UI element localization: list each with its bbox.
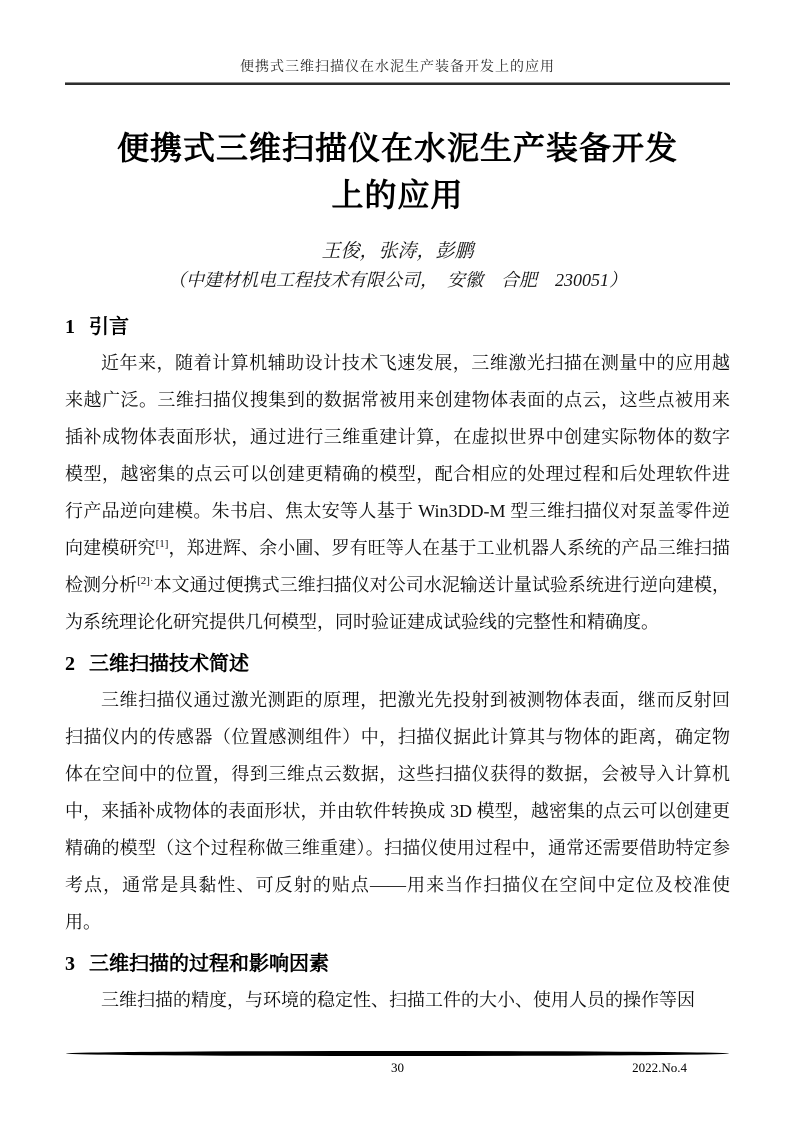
article-title-line-1: 便携式三维扫描仪在水泥生产装备开发: [116, 130, 678, 166]
citation-ref-1: [1]: [155, 538, 169, 550]
header-rule: [65, 82, 730, 85]
section-title: 三维扫描的过程和影响因素: [89, 953, 329, 975]
page-number: 30: [391, 1060, 404, 1075]
affiliation: （中建材机电工程技术有限公司， 安徽 合肥 230051）: [168, 270, 627, 290]
authors: 王俊，张涛，彭鹏: [321, 241, 474, 262]
section-number: 2: [65, 653, 75, 675]
section-process-factors: [65, 950, 730, 1019]
paragraph-text: 本文通过便携式三维扫描仪对公司水泥输送计量试验系统进行逆向建模，为系统理论化研究提供几何模型，同时验证建成试验线的完整性和精确度。: [65, 575, 731, 632]
paragraph-text: 近年来，随着计算机辅助设计技术飞速发展，三维激光扫描在测量中的应用越来越广泛。三维扫描仪搜集到的数据常被用来创建物体表面的点云，这些点被用来插补成物体表面形状，通过进行三维重建计算，在虚拟世界中创建实际物体的数字模型，越密集的点云可以创建更精确的模型，配合相应的处理过程和后处理软件进行产品逆向建模。朱书启、焦太安等人基于 Win3DD-M 型三维扫描仪对泵盖零件逆向建模研究: [65, 353, 730, 558]
section-heading-1: [65, 313, 730, 342]
paragraph: [65, 982, 730, 1019]
paragraph-text: ，郑进辉、余小圃、罗有旺等人在基于工业机器人系统的产品三维扫描检测分析: [65, 538, 731, 595]
running-title: 便携式三维扫描仪在水泥生产装备开发上的应用: [240, 60, 555, 75]
section-heading-2: [65, 650, 730, 679]
section-number: 3: [65, 953, 75, 975]
paragraph: [65, 345, 730, 641]
page-header: [65, 0, 730, 85]
section-title: 三维扫描技术简述: [89, 653, 249, 675]
footer-rule: [66, 1051, 729, 1056]
section-title: 引言: [89, 316, 129, 338]
article-title: [65, 125, 730, 219]
section-scanning-overview: [65, 650, 730, 941]
section-heading-3: [65, 950, 730, 979]
paragraph-text: 三维扫描的精度，与环境的稳定性、扫描工件的大小、使用人员的操作等因: [101, 990, 695, 1010]
section-number: 1: [65, 316, 75, 338]
section-introduction: [65, 313, 730, 641]
paragraph: [65, 682, 730, 941]
footer-row: [66, 1059, 729, 1076]
citation-ref-2: [2]·: [137, 575, 154, 587]
paragraph-text: 三维扫描仪通过激光测距的原理，把激光先投射到被测物体表面，继而反射回扫描仪内的传感器（位置感测组件）中，扫描仪据此计算其与物体的距离，确定物体在空间中的位置，得到三维点云数据，这些扫描仪获得的数据，会被导入计算机中，来插补成物体的表面形状，并由软件转换成 3D 模型，越密集的点云可以创建更精确的模型（这个过程称做三维重建）。扫描仪使用过程中，通常还需要借助特定参考点，通常是具黏性、可反射的贴点——用来当作扫描仪在空间中定位及校准使用。: [65, 690, 730, 932]
page-footer: [66, 1051, 729, 1076]
article-title-line-2: 上的应用: [331, 177, 464, 213]
issue-label: 2022.No.4: [632, 1060, 687, 1075]
